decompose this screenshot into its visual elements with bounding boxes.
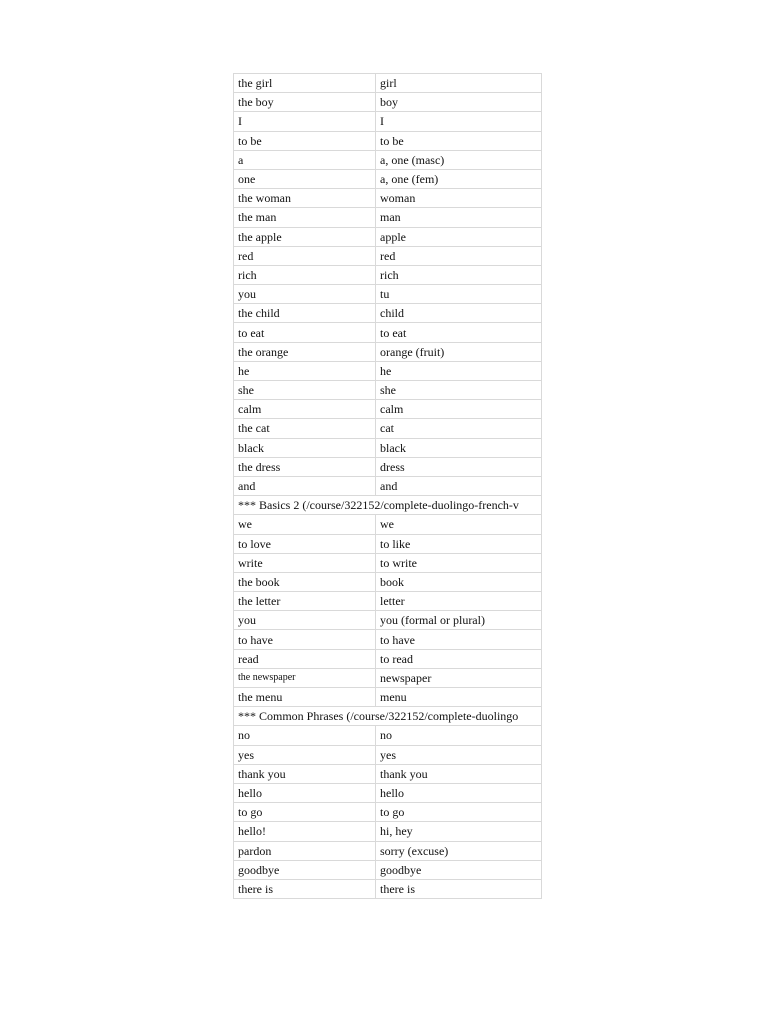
translation-cell: calm: [376, 400, 542, 419]
term-cell: the apple: [234, 227, 376, 246]
term-cell: the boy: [234, 93, 376, 112]
translation-cell: no: [376, 726, 542, 745]
translation-cell: and: [376, 476, 542, 495]
term-cell: red: [234, 246, 376, 265]
translation-cell: menu: [376, 688, 542, 707]
translation-cell: red: [376, 246, 542, 265]
section-header-row: [234, 496, 542, 515]
translation-cell: we: [376, 515, 542, 534]
table-row: [234, 189, 542, 208]
term-cell: the cat: [234, 419, 376, 438]
term-cell: to be: [234, 131, 376, 150]
translation-cell: boy: [376, 93, 542, 112]
term-cell: the man: [234, 208, 376, 227]
translation-cell: hello: [376, 783, 542, 802]
translation-cell: thank you: [376, 764, 542, 783]
table-row: [234, 783, 542, 802]
table-row: [234, 323, 542, 342]
term-cell: to have: [234, 630, 376, 649]
table-row: [234, 668, 542, 687]
translation-cell: cat: [376, 419, 542, 438]
table-row: [234, 745, 542, 764]
section-header-cell: *** Basics 2 (/course/322152/complete-duolingo-french-v: [234, 496, 542, 515]
table-row: [234, 476, 542, 495]
translation-cell: to go: [376, 803, 542, 822]
term-cell: we: [234, 515, 376, 534]
term-cell: to love: [234, 534, 376, 553]
term-cell: the girl: [234, 74, 376, 93]
table-row: [234, 74, 542, 93]
term-cell: pardon: [234, 841, 376, 860]
term-cell: the orange: [234, 342, 376, 361]
table-row: [234, 131, 542, 150]
term-cell: he: [234, 361, 376, 380]
term-cell: one: [234, 169, 376, 188]
table-row: [234, 592, 542, 611]
translation-cell: to read: [376, 649, 542, 668]
term-cell: the woman: [234, 189, 376, 208]
translation-cell: newspaper: [376, 668, 542, 687]
table-row: [234, 764, 542, 783]
table-row: [234, 630, 542, 649]
term-cell: black: [234, 438, 376, 457]
translation-cell: letter: [376, 592, 542, 611]
translation-cell: child: [376, 304, 542, 323]
translation-cell: to write: [376, 553, 542, 572]
translation-cell: black: [376, 438, 542, 457]
table-row: [234, 611, 542, 630]
translation-cell: woman: [376, 189, 542, 208]
translation-cell: to have: [376, 630, 542, 649]
table-row: [234, 803, 542, 822]
translation-cell: I: [376, 112, 542, 131]
table-row: [234, 822, 542, 841]
table-row: [234, 457, 542, 476]
translation-cell: goodbye: [376, 860, 542, 879]
term-cell: a: [234, 150, 376, 169]
translation-cell: apple: [376, 227, 542, 246]
translation-cell: there is: [376, 879, 542, 898]
term-cell: thank you: [234, 764, 376, 783]
vocabulary-table: [233, 73, 542, 899]
translation-cell: to be: [376, 131, 542, 150]
translation-cell: to like: [376, 534, 542, 553]
term-cell: rich: [234, 265, 376, 284]
term-cell: no: [234, 726, 376, 745]
table-row: [234, 361, 542, 380]
table-row: [234, 553, 542, 572]
section-header-cell: *** Common Phrases (/course/322152/complete-duolingo: [234, 707, 542, 726]
table-row: [234, 208, 542, 227]
table-row: [234, 304, 542, 323]
term-cell: goodbye: [234, 860, 376, 879]
translation-cell: book: [376, 572, 542, 591]
term-cell: calm: [234, 400, 376, 419]
table-row: [234, 342, 542, 361]
table-row: [234, 860, 542, 879]
table-row: [234, 841, 542, 860]
table-row: [234, 93, 542, 112]
translation-cell: rich: [376, 265, 542, 284]
table-row: [234, 572, 542, 591]
term-cell: write: [234, 553, 376, 572]
translation-cell: orange (fruit): [376, 342, 542, 361]
table-row: [234, 726, 542, 745]
term-cell: the dress: [234, 457, 376, 476]
translation-cell: to eat: [376, 323, 542, 342]
table-row: [234, 879, 542, 898]
table-row: [234, 438, 542, 457]
term-cell: I: [234, 112, 376, 131]
translation-cell: yes: [376, 745, 542, 764]
term-cell: to eat: [234, 323, 376, 342]
term-cell: the newspaper: [234, 668, 376, 687]
translation-cell: she: [376, 381, 542, 400]
table-row: [234, 227, 542, 246]
term-cell: the child: [234, 304, 376, 323]
table-row: [234, 649, 542, 668]
section-header-row: [234, 707, 542, 726]
term-cell: read: [234, 649, 376, 668]
translation-cell: man: [376, 208, 542, 227]
vocabulary-table-body: [234, 74, 542, 899]
table-row: [234, 515, 542, 534]
translation-cell: tu: [376, 285, 542, 304]
table-row: [234, 688, 542, 707]
term-cell: to go: [234, 803, 376, 822]
translation-cell: sorry (excuse): [376, 841, 542, 860]
translation-cell: hi, hey: [376, 822, 542, 841]
translation-cell: he: [376, 361, 542, 380]
translation-cell: dress: [376, 457, 542, 476]
term-cell: and: [234, 476, 376, 495]
term-cell: the book: [234, 572, 376, 591]
term-cell: hello!: [234, 822, 376, 841]
translation-cell: girl: [376, 74, 542, 93]
table-row: [234, 246, 542, 265]
table-row: [234, 169, 542, 188]
translation-cell: a, one (masc): [376, 150, 542, 169]
translation-cell: you (formal or plural): [376, 611, 542, 630]
table-row: [234, 400, 542, 419]
term-cell: you: [234, 285, 376, 304]
table-row: [234, 285, 542, 304]
table-row: [234, 265, 542, 284]
term-cell: the letter: [234, 592, 376, 611]
term-cell: hello: [234, 783, 376, 802]
term-cell: there is: [234, 879, 376, 898]
table-row: [234, 419, 542, 438]
table-row: [234, 112, 542, 131]
term-cell: yes: [234, 745, 376, 764]
term-cell: the menu: [234, 688, 376, 707]
table-row: [234, 381, 542, 400]
term-cell: she: [234, 381, 376, 400]
term-cell: you: [234, 611, 376, 630]
table-row: [234, 534, 542, 553]
table-row: [234, 150, 542, 169]
translation-cell: a, one (fem): [376, 169, 542, 188]
